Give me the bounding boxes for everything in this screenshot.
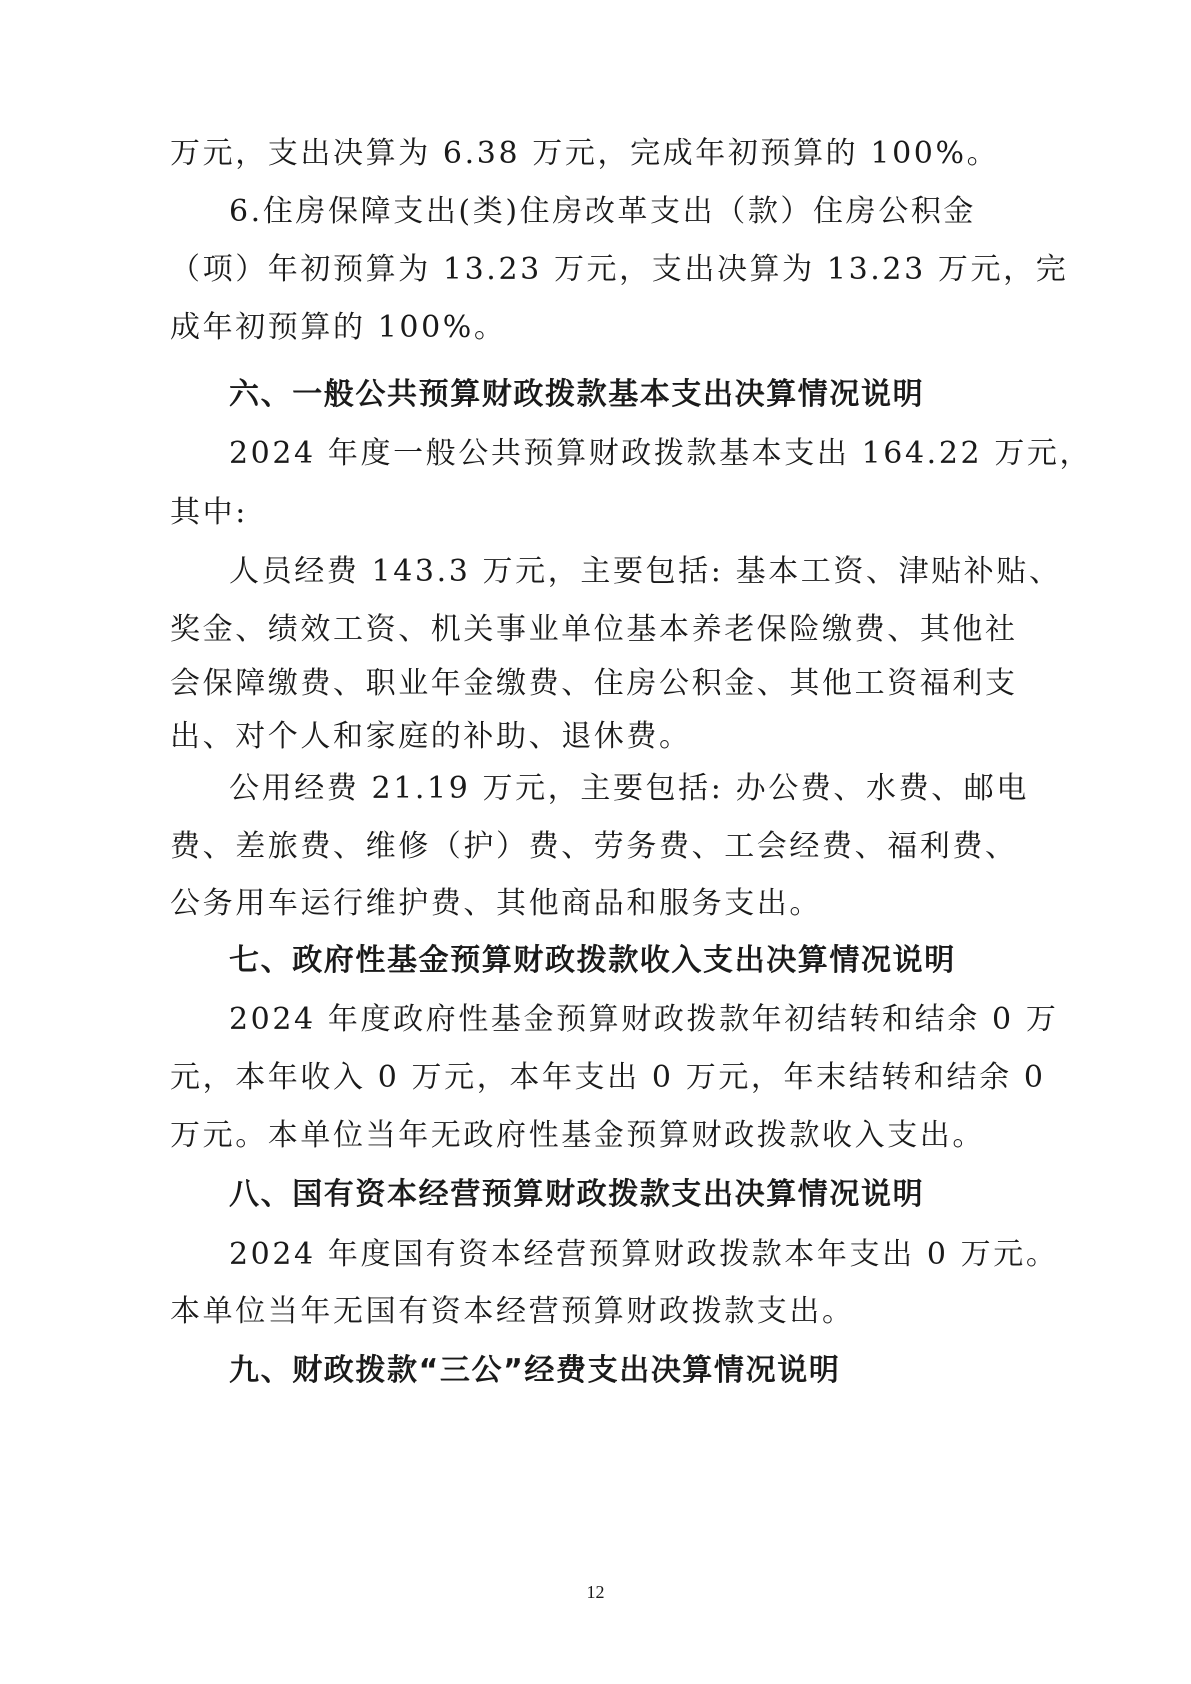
- paragraph-line: 6.住房保障支出(类)住房改革支出（款）住房公积金: [229, 194, 977, 229]
- paragraph-line: 会保障缴费、职业年金缴费、住房公积金、其他工资福利支: [170, 666, 1018, 701]
- paragraph-line: 其中:: [170, 495, 248, 530]
- paragraph-line: 费、差旅费、维修（护）费、劳务费、工会经费、福利费、: [170, 829, 1018, 864]
- paragraph-line: 本单位当年无国有资本经营预算财政拨款支出。: [170, 1294, 855, 1329]
- paragraph-line: （项）年初预算为 13.23 万元，支出决算为 13.23 万元，完: [170, 252, 1069, 287]
- section-heading: 八、国有资本经营预算财政拨款支出决算情况说明: [229, 1177, 925, 1212]
- paragraph-line: 人员经费 143.3 万元，主要包括: 基本工资、津贴补贴、: [229, 554, 1062, 589]
- paragraph-line: 2024 年度一般公共预算财政拨款基本支出 164.22 万元，: [229, 436, 1093, 471]
- paragraph-line: 成年初预算的 100%。: [170, 310, 507, 345]
- section-heading: 七、政府性基金预算财政拨款收入支出决算情况说明: [229, 943, 956, 978]
- paragraph-line: 奖金、绩效工资、机关事业单位基本养老保险缴费、其他社: [170, 612, 1018, 647]
- paragraph-line: 2024 年度国有资本经营预算财政拨款本年支出 0 万元。: [229, 1237, 1059, 1272]
- paragraph-line: 公用经费 21.19 万元，主要包括: 办公费、水费、邮电: [229, 771, 1029, 806]
- page-number: 12: [586, 1582, 605, 1602]
- paragraph-line: 出、对个人和家庭的补助、退休费。: [170, 719, 692, 754]
- section-heading: 九、财政拨款“三公”经费支出决算情况说明: [229, 1353, 841, 1388]
- paragraph-line: 2024 年度政府性基金预算财政拨款年初结转和结余 0 万: [229, 1002, 1059, 1037]
- paragraph-line: 元，本年收入 0 万元，本年支出 0 万元，年末结转和结余 0: [170, 1060, 1046, 1095]
- paragraph-line: 万元。本单位当年无政府性基金预算财政拨款收入支出。: [170, 1118, 985, 1153]
- paragraph-line: 万元，支出决算为 6.38 万元，完成年初预算的 100%。: [170, 136, 1000, 171]
- paragraph-line: 公务用车运行维护费、其他商品和服务支出。: [170, 886, 822, 921]
- section-heading: 六、一般公共预算财政拨款基本支出决算情况说明: [229, 377, 925, 412]
